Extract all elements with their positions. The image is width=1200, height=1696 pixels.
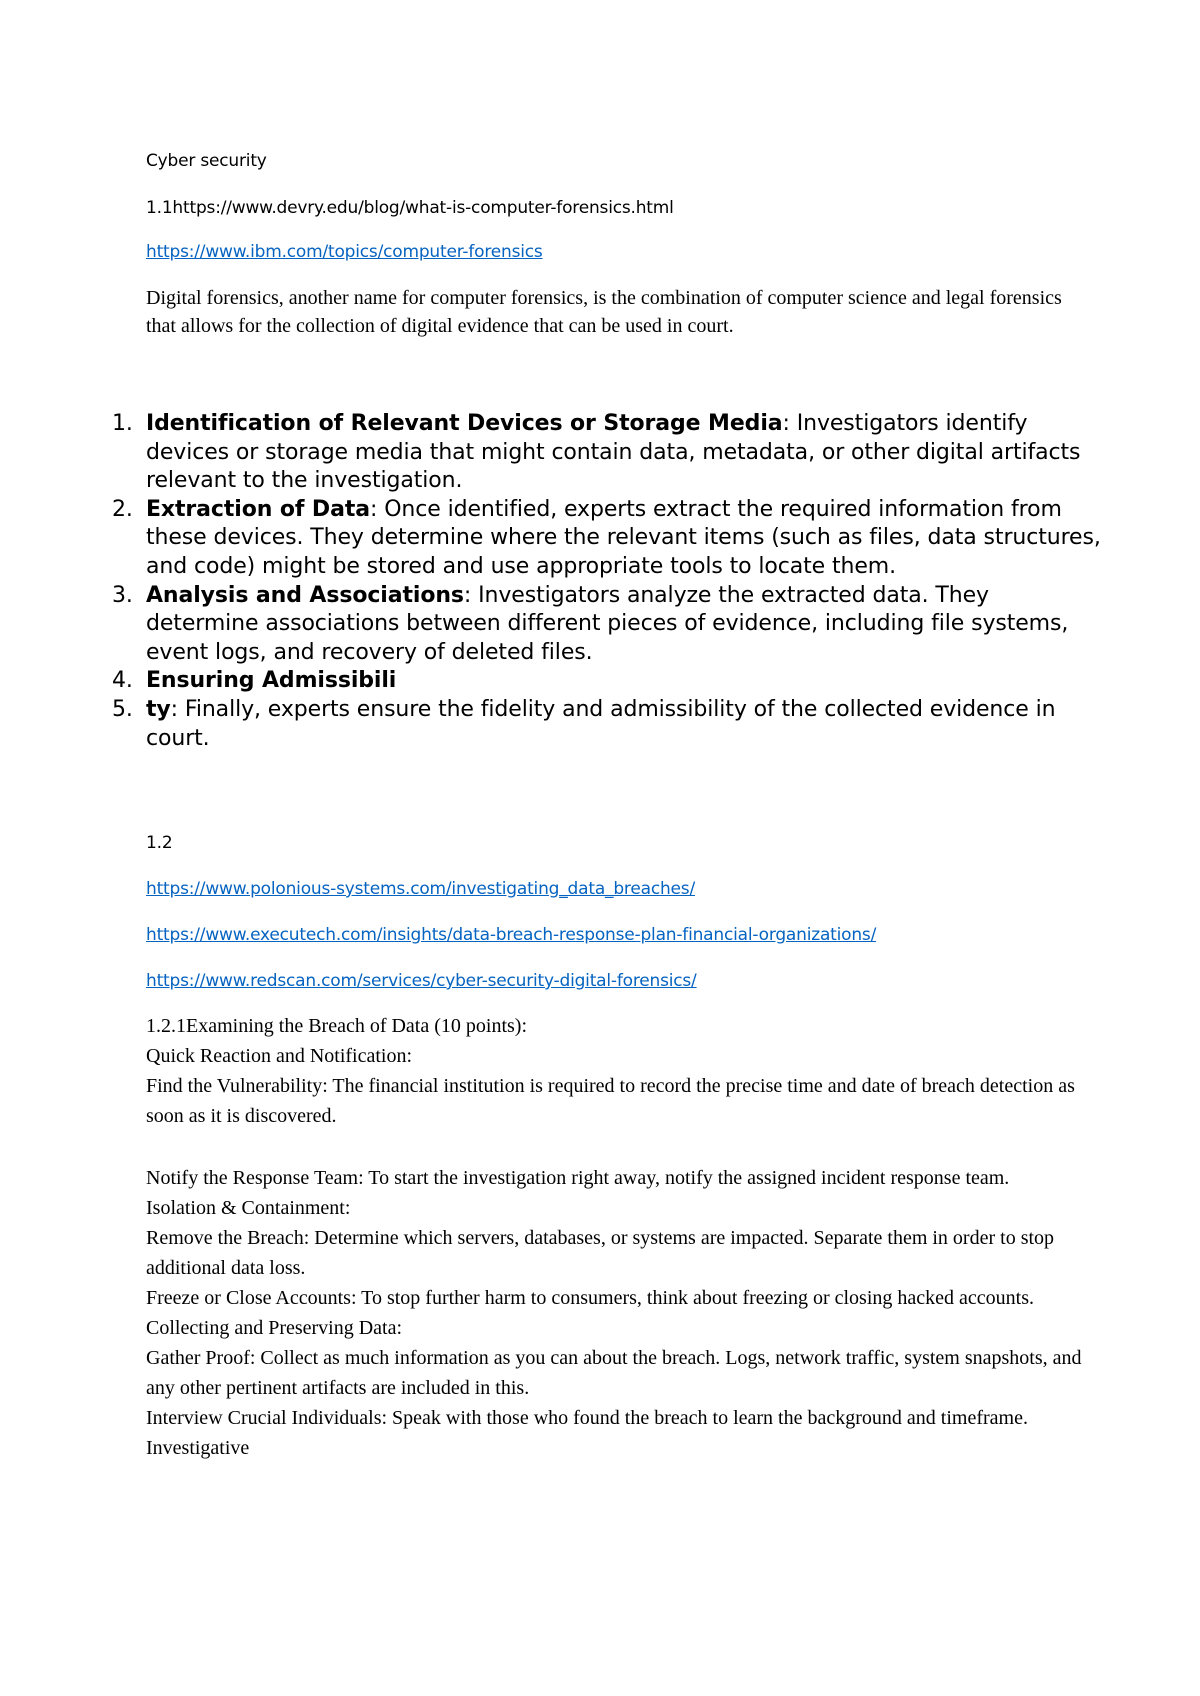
breach-section xyxy=(146,1011,1086,1463)
list-number: 4. xyxy=(112,668,133,694)
devry-reference: 1.1https://www.devry.edu/blog/what-is-computer-forensics.html xyxy=(146,198,674,218)
list-number: 5. xyxy=(112,696,133,722)
step-text: : Investigators identify devices or storage media that might contain data, metadata, or other digital artifacts relevant to the investigation. xyxy=(146,411,1081,494)
section-number: 1.2 xyxy=(146,833,173,853)
list-number: 2. xyxy=(112,496,133,522)
list-item xyxy=(112,582,1106,668)
list-item xyxy=(112,696,1106,753)
list-item xyxy=(112,496,1106,582)
step-title: Analysis and Associations xyxy=(146,582,464,608)
paragraph-gap xyxy=(146,1131,1086,1163)
intro-paragraph: Digital forensics, another name for computer forensics, is the combination of computer science and legal forensics that allows for the collection of digital evidence that can be used in court. xyxy=(146,287,1062,337)
step-text: : Investigators analyze the extracted data. They determine associations between different pieces of evidence, including file systems, event logs, and recovery of deleted files. xyxy=(146,582,1069,665)
interview-text: Interview Crucial Individuals: Speak with those who found the breach to learn the background and timeframe. xyxy=(146,1407,1028,1429)
quick-reaction-heading: Quick Reaction and Notification: xyxy=(146,1045,413,1067)
redscan-link[interactable]: https://www.redscan.com/services/cyber-security-digital-forensics/ xyxy=(146,971,697,991)
ibm-link[interactable]: https://www.ibm.com/topics/computer-forensics xyxy=(146,242,543,262)
executech-link[interactable]: https://www.executech.com/insights/data-breach-response-plan-financial-organizations/ xyxy=(146,925,877,945)
polonious-link[interactable]: https://www.polonious-systems.com/investigating_data_breaches/ xyxy=(146,879,695,899)
forensics-steps-list xyxy=(112,410,1106,753)
notify-team-text: Notify the Response Team: To start the investigation right away, notify the assigned incident response team. xyxy=(146,1167,1010,1189)
find-vulnerability-text: Find the Vulnerability: The financial institution is required to record the precise time and date of breach detection as soon as it is discovered. xyxy=(146,1075,1075,1127)
list-item xyxy=(112,410,1106,496)
step-title: Extraction of Data xyxy=(146,496,370,522)
collecting-heading: Collecting and Preserving Data: xyxy=(146,1317,403,1339)
doc-heading: Cyber security xyxy=(146,151,267,171)
step-title: Identification of Relevant Devices or Storage Media xyxy=(146,411,783,436)
breach-title: 1.2.1Examining the Breach of Data (10 points): xyxy=(146,1015,528,1037)
step-text: : Once identified, experts extract the required information from these devices. They determine where the relevant items (such as files, data structures, and code) might be stored and use appropriate tools to locate them. xyxy=(146,496,1101,579)
gather-proof-text: Gather Proof: Collect as much information as you can about the breach. Logs, network traffic, system snapshots, and any other pertinent artifacts are included in this. xyxy=(146,1347,1082,1399)
step-text: : Finally, experts ensure the fidelity and admissibility of the collected evidence in court. xyxy=(146,696,1056,751)
investigative-heading: Investigative xyxy=(146,1437,250,1459)
step-title: ty xyxy=(146,696,171,722)
step-title: Ensuring Admissibili xyxy=(146,668,397,694)
isolation-heading: Isolation & Containment: xyxy=(146,1197,351,1219)
remove-breach-text: Remove the Breach: Determine which servers, databases, or systems are impacted. Separate them in order to stop additional data loss. xyxy=(146,1227,1055,1279)
freeze-accounts-text: Freeze or Close Accounts: To stop further harm to consumers, think about freezing or closing hacked accounts. xyxy=(146,1287,1034,1309)
list-item xyxy=(112,667,1106,696)
list-number: 1. xyxy=(112,411,133,436)
list-number: 3. xyxy=(112,582,133,608)
